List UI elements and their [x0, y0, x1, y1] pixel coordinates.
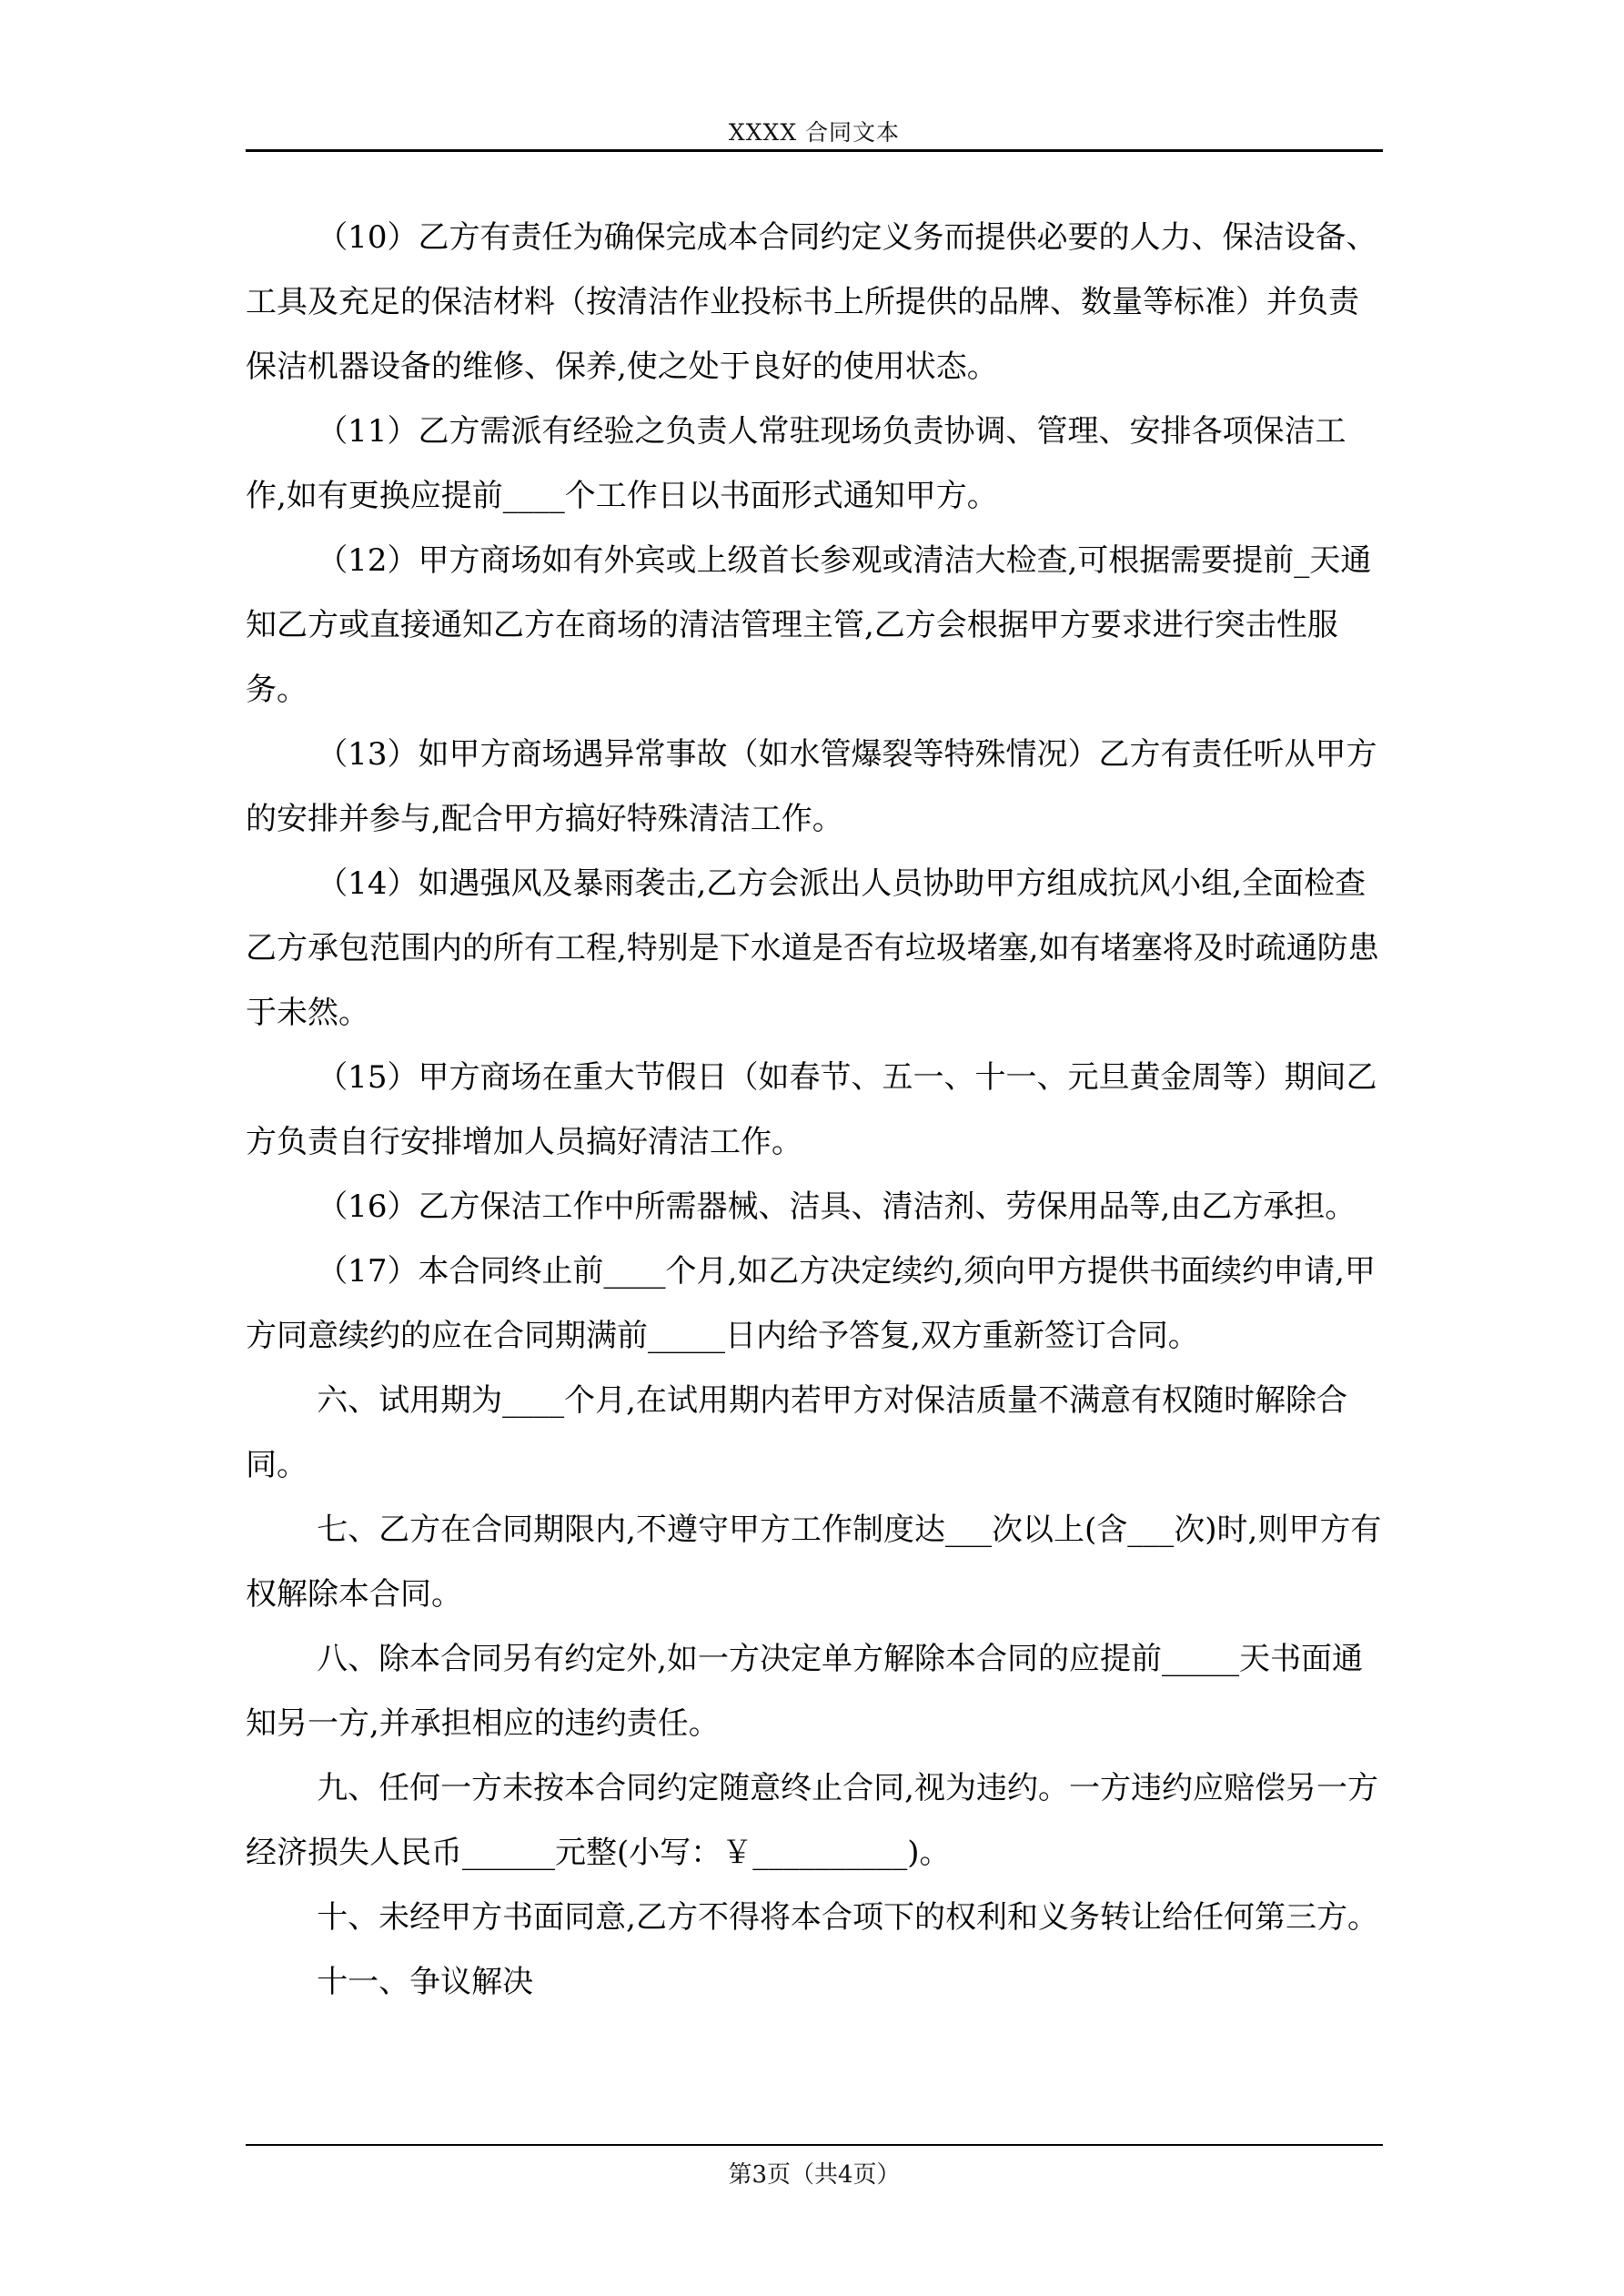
clause-16: （16）乙方保洁工作中所需器械、洁具、清洁剂、劳保用品等,由乙方承担。 [317, 1188, 1357, 1225]
clause-12: （12）甲方商场如有外宾或上级首长参观或清洁大检查,可根据需要提前_天通知乙方或直接通知乙方在商场的清洁管理主管,乙方会根据甲方要求进行突击性服务。 [246, 542, 1372, 708]
clause-17: （17）本合同终止前____个月,如乙方决定续约,须向甲方提供书面续约申请,甲方同意续约的应在合同期满前_____日内给予答复,双方重新签订合同。 [246, 1253, 1376, 1354]
section-ten-transfer: 十、未经甲方书面同意,乙方不得将本合项下的权利和义务转让给任何第三方。 [317, 1899, 1378, 1936]
section-seven-violation: 七、乙方在合同期限内,不遵守甲方工作制度达___次以上(含___次)时,则甲方有权解除本合同。 [246, 1512, 1382, 1613]
section-nine-breach: 九、任何一方未按本合同约定随意终止合同,视为违约。一方违约应赔偿另一方经济损失人民币______元整(小写：￥__________)。 [246, 1770, 1378, 1871]
clause-10: （10）乙方有责任为确保完成本合同约定义务而提供必要的人力、保洁设备、工具及充足的保洁材料（按清洁作业投标书上所提供的品牌、数量等标准）并负责保洁机器设备的维修、保养,使之处于良好的使用状态。 [246, 219, 1377, 385]
footer-divider [246, 2144, 1383, 2146]
page-number: 第3页（共4页） [728, 2161, 901, 2189]
clause-14: （14）如遇强风及暴雨袭击,乙方会派出人员协助甲方组成抗风小组,全面检查乙方承包范围内的所有工程,特别是下水道是否有垃圾堵塞,如有堵塞将及时疏通防患于未然。 [246, 865, 1379, 1031]
clause-11: （11）乙方需派有经验之负责人常驻现场负责协调、管理、安排各项保洁工作,如有更换应提前____个工作日以书面形式通知甲方。 [246, 413, 1347, 514]
clause-13: （13）如甲方商场遇异常事故（如水管爆裂等特殊情况）乙方有责任听从甲方的安排并参与,配合甲方搞好特殊清洁工作。 [246, 736, 1377, 837]
header-divider [246, 149, 1383, 152]
header-title: XXXX 合同文本 [728, 119, 901, 146]
section-eleven-dispute: 十一、争议解决 [317, 1964, 534, 2000]
contract-body [246, 206, 1383, 2015]
section-six-probation: 六、试用期为____个月,在试用期内若甲方对保洁质量不满意有权随时解除合同。 [246, 1382, 1347, 1483]
clause-15: （15）甲方商场在重大节假日（如春节、五一、十一、元旦黄金周等）期间乙方负责自行安排增加人员搞好清洁工作。 [246, 1059, 1377, 1160]
section-eight-termination: 八、除本合同另有约定外,如一方决定单方解除本合同的应提前_____天书面通知另一方,并承担相应的违约责任。 [246, 1641, 1363, 1742]
